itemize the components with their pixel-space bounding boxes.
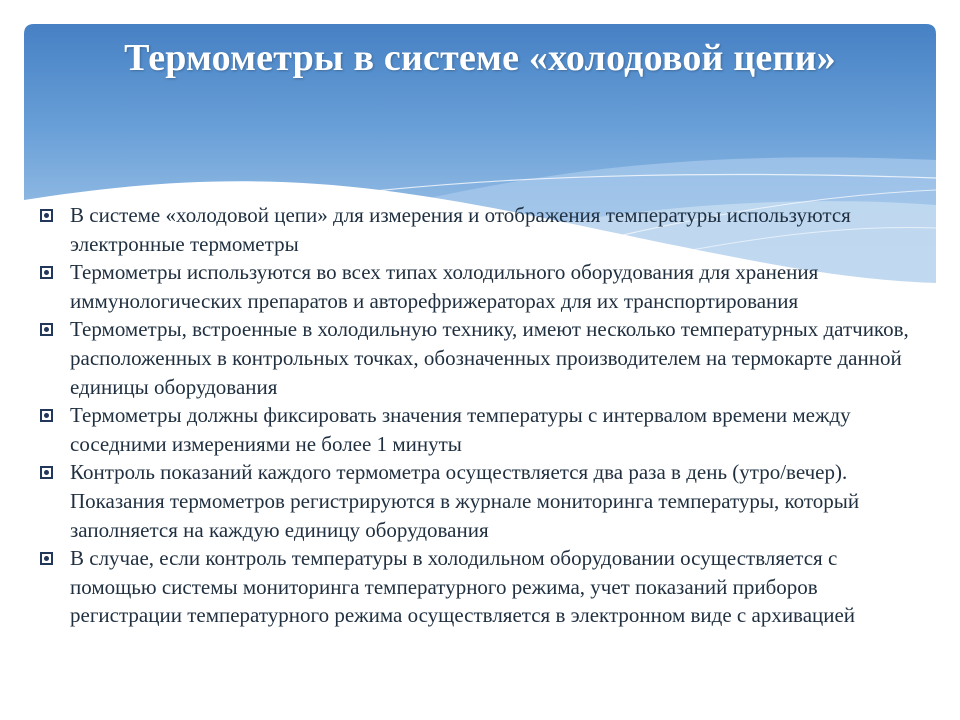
bullet-list [38,201,918,630]
bullet-item [38,258,918,315]
bullet-text: В случае, если контроль температуры в холодильном оборудовании осуществляется с помощью системы мониторинга температурного режима, учет показаний приборов регистрации температурного режима осуществляется в электронном виде с архивацией [70,546,856,628]
bullet-item [38,201,918,258]
bullet-item [38,458,918,544]
bullet-text: Контроль показаний каждого термометра осуществляется два раза в день (утро/вечер). Показания термометров регистрируются в журнале мониторинга температуры, который заполняется на каждую единицу оборудования [70,460,860,542]
slide-title: Термометры в системе «холодовой цепи» [124,37,836,79]
bullet-text: В системе «холодовой цепи» для измерения и отображения температуры используются электронные термометры [70,203,851,256]
square-bullet-icon [40,266,53,279]
square-bullet-icon [40,209,53,222]
square-bullet-icon [40,323,53,336]
bullet-item [38,315,918,401]
square-bullet-icon [40,466,53,479]
bullet-item [38,401,918,458]
square-bullet-icon [40,552,53,565]
bullet-text: Термометры используются во всех типах холодильного оборудования для хранения иммунологических препаратов и авторефрижераторах для их транспортирования [70,260,819,313]
bullet-item [38,544,918,630]
square-bullet-icon [40,409,53,422]
bullet-text: Термометры, встроенные в холодильную технику, имеют несколько температурных датчиков, расположенных в контрольных точках, обозначенных производителем на термокарте данной единицы оборудования [70,317,909,399]
bullet-text: Термометры должны фиксировать значения температуры с интервалом времени между соседними измерениями не более 1 минуты [70,403,851,456]
